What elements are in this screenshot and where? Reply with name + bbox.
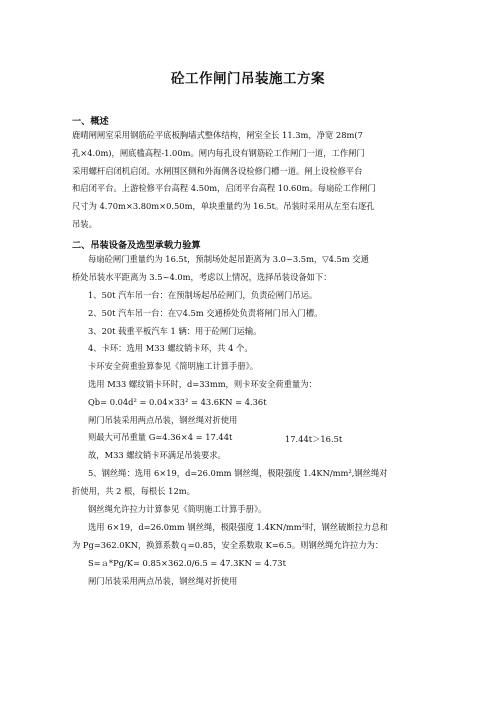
list-item: 4、卡环：选用 M33 螺纹销卡环，共 4 个。 <box>88 343 253 353</box>
list-item: 3、20t 载重平板汽车 1 辆：用于砼闸门运输。 <box>88 326 262 336</box>
paragraph-line: 为 Pg=362.0KN，换算系数ｑ=0.85，安全系数取 K=6.5。则钢丝绳允许拉力为： <box>72 540 384 550</box>
list-item: 1、50t 汽车吊一台：在预制场起吊砼闸门，负责砼闸门吊运。 <box>88 290 318 300</box>
list-item: 2、50t 汽车吊一台：在▽4.5m 交通桥处负责将闸门吊入门槽。 <box>88 308 323 318</box>
formula-line: Qb= 0.04d² = 0.04×33² = 43.6KN = 4.36t <box>88 397 267 407</box>
check-result: 17.44t＞16.5t <box>285 434 343 444</box>
section-heading-overview: 一、概述 <box>72 116 109 127</box>
paragraph-line: 孔×4.0m)，闸底槛高程-1.00m。闸内每孔设有钢筋砼工作闸门一道，工作闸门 <box>72 148 365 158</box>
paragraph-line: 选用 6×19，d=26.0mm 钢丝绳，极限强度 1.4KN/mm²时，钢丝破断拉力总和 <box>88 522 388 532</box>
paragraph-line: 钢丝绳允许拉力计算参见《简明施工计算手册》。 <box>88 504 267 514</box>
paragraph-line: 鹿晴闸闸室采用钢筋砼平底板胸墙式整体结构，闸室全长 11.3m，净宽 28m(7 <box>72 130 363 140</box>
paragraph-line: 卡环安全荷重验算参见《简明施工计算手册》。 <box>88 361 259 371</box>
paragraph-line: 吊装。 <box>72 219 97 229</box>
paragraph-line: 选用 M33 螺纹销卡环时，d=33mm，则卡环安全荷重量为： <box>88 379 317 389</box>
document-title: 砼工作闸门吊装施工方案 <box>171 71 325 87</box>
paragraph-line: 故，M33 螺纹销卡环满足吊装要求。 <box>88 450 226 460</box>
paragraph-line: 桥处吊装水平距离为 3.5~4.0m，考虑以上情况，选择吊装设备如下： <box>72 272 332 282</box>
paragraph-line: 折使用，共 2 根，每根长 12m。 <box>72 486 195 496</box>
formula-line: S=ａ*Pg/K= 0.85×362.0/6.5 = 47.3KN = 4.73t <box>88 558 286 568</box>
paragraph-line: 和启闭平台。上游检修平台高程 4.50m，启闭平台高程 10.60m。每扇砼工作闸门 <box>72 183 376 193</box>
paragraph-line: 每扇砼闸门重量约为 16.5t，预制场处起吊距离为 3.0~3.5m，▽4.5m 交通 <box>88 254 369 264</box>
section-heading-equipment: 二、吊装设备及选型承载力验算 <box>72 240 201 251</box>
paragraph-line: 闸门吊装采用两点吊装，钢丝绳对折使用 <box>88 576 238 586</box>
paragraph-line: 采用螺杆启闭机启闭。水闸围区侧和外海侧各设检修门槽一道。闸上设检修平台 <box>72 166 363 176</box>
paragraph-line: 尺寸为 4.70m×3.80m×0.50m，单块重量约为 16.5t。吊装时采用从左至右逐孔 <box>72 201 375 211</box>
list-item: 5、钢丝绳：选用 6×19，d=26.0mm 钢丝绳，极限强度 1.4KN/mm²,钢丝绳对 <box>88 468 388 478</box>
formula-line: 则最大可吊重量 G=4.36×4 = 17.44t <box>88 432 233 442</box>
paragraph-line: 闸门吊装采用两点吊装，钢丝绳对折使用 <box>88 415 238 425</box>
